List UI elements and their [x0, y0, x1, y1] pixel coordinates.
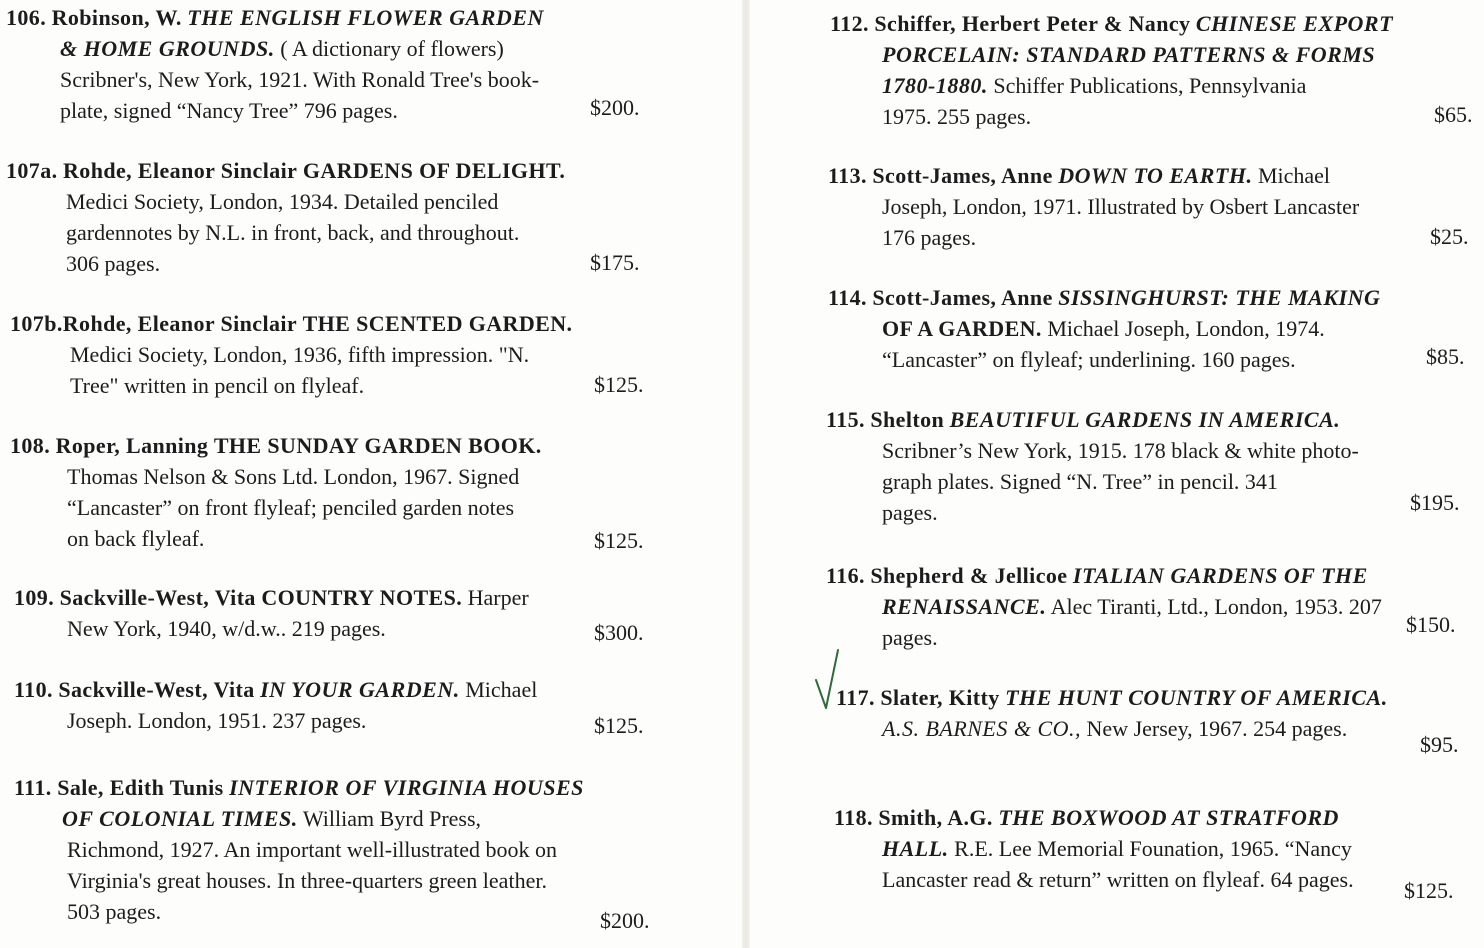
entry-107b: 107b.Rohde, Eleanor Sinclair THE SCENTED GARDEN. Medici Society, London, 1936, fifth impression. "N. Tree" written in pencil on flyleaf. [10, 311, 573, 398]
entry-112: 112. Schiffer, Herbert Peter & Nancy CHINESE EXPORT PORCELAIN: STANDARD PATTERNS & FORMS 1780-1880. Schiffer Publications, Pennsylvania 1975. 255 pages. [830, 11, 1394, 129]
entry-109: 109. Sackville-West, Vita COUNTRY NOTES. Harper New York, 1940, w/d.w.. 219 pages. [14, 585, 529, 641]
price-109: $300. [594, 620, 644, 645]
price-108: $125. [594, 528, 644, 553]
price-112: $65. [1434, 102, 1473, 127]
entry-117: 117. Slater, Kitty THE HUNT COUNTRY OF AMERICA. A.S. BARNES & CO., New Jersey, 1967. 254 pages. [836, 685, 1388, 741]
entry-110: 110. Sackville-West, Vita IN YOUR GARDEN. Michael Joseph. London, 1951. 237 pages. [14, 677, 538, 733]
price-113: $25. [1430, 224, 1469, 249]
price-107b: $125. [594, 372, 644, 397]
entry-118: 118. Smith, A.G. THE BOXWOOD AT STRATFORD HALL. R.E. Lee Memorial Founation, 1965. “Nancy Lancaster read & return” written on flyleaf. 64 pages. [834, 805, 1354, 892]
entry-106: 106. Robinson, W. THE ENGLISH FLOWER GARDEN & HOME GROUNDS. ( A dictionary of flowers) Scribner's, New York, 1921. With Ronald Tree's book- plate, signed “Nancy Tree” 796 pages. [6, 5, 544, 123]
price-118: $125. [1404, 878, 1454, 903]
page-gutter [742, 0, 750, 948]
price-114: $85. [1426, 344, 1465, 369]
entry-107a: 107a. Rohde, Eleanor Sinclair GARDENS OF DELIGHT. Medici Society, London, 1934. Detailed penciled gardennotes by N.L. in front, back, and throughout. 306 pages. [6, 158, 566, 276]
price-115: $195. [1410, 490, 1460, 515]
entry-115: 115. Shelton BEAUTIFUL GARDENS IN AMERICA. Scribner’s New York, 1915. 178 black & white photo- graph plates. Signed “N. Tree” in pencil. 341 pages. [826, 407, 1359, 525]
price-106: $200. [590, 95, 640, 120]
entry-113: 113. Scott-James, Anne DOWN TO EARTH. Michael Joseph, London, 1971. Illustrated by Osbert Lancaster 176 pages. [828, 163, 1360, 250]
price-116: $150. [1406, 612, 1456, 637]
price-117: $95. [1420, 732, 1459, 757]
price-111: $200. [600, 908, 650, 933]
price-107a: $175. [590, 250, 640, 275]
entry-114: 114. Scott-James, Anne SISSINGHURST: THE MAKING OF A GARDEN. Michael Joseph, London, 1974. “Lancaster” on flyleaf; underlining. 160 pages. [828, 285, 1381, 372]
entry-111: 111. Sale, Edith Tunis INTERIOR OF VIRGINIA HOUSES OF COLONIAL TIMES. William Byrd Press, Richmond, 1927. An important well-illustrated book on Virginia's great houses. In three-quarters green leather. 503 pages. [14, 775, 584, 924]
price-110: $125. [594, 713, 644, 738]
entry-108: 108. Roper, Lanning THE SUNDAY GARDEN BOOK. Thomas Nelson & Sons Ltd. London, 1967. Signed “Lancaster” on front flyleaf; penciled garden notes on back flyleaf. [10, 433, 542, 551]
entry-116: 116. Shepherd & Jellicoe ITALIAN GARDENS OF THE RENAISSANCE. Alec Tiranti, Ltd., London, 1953. 207 pages. [826, 563, 1382, 650]
